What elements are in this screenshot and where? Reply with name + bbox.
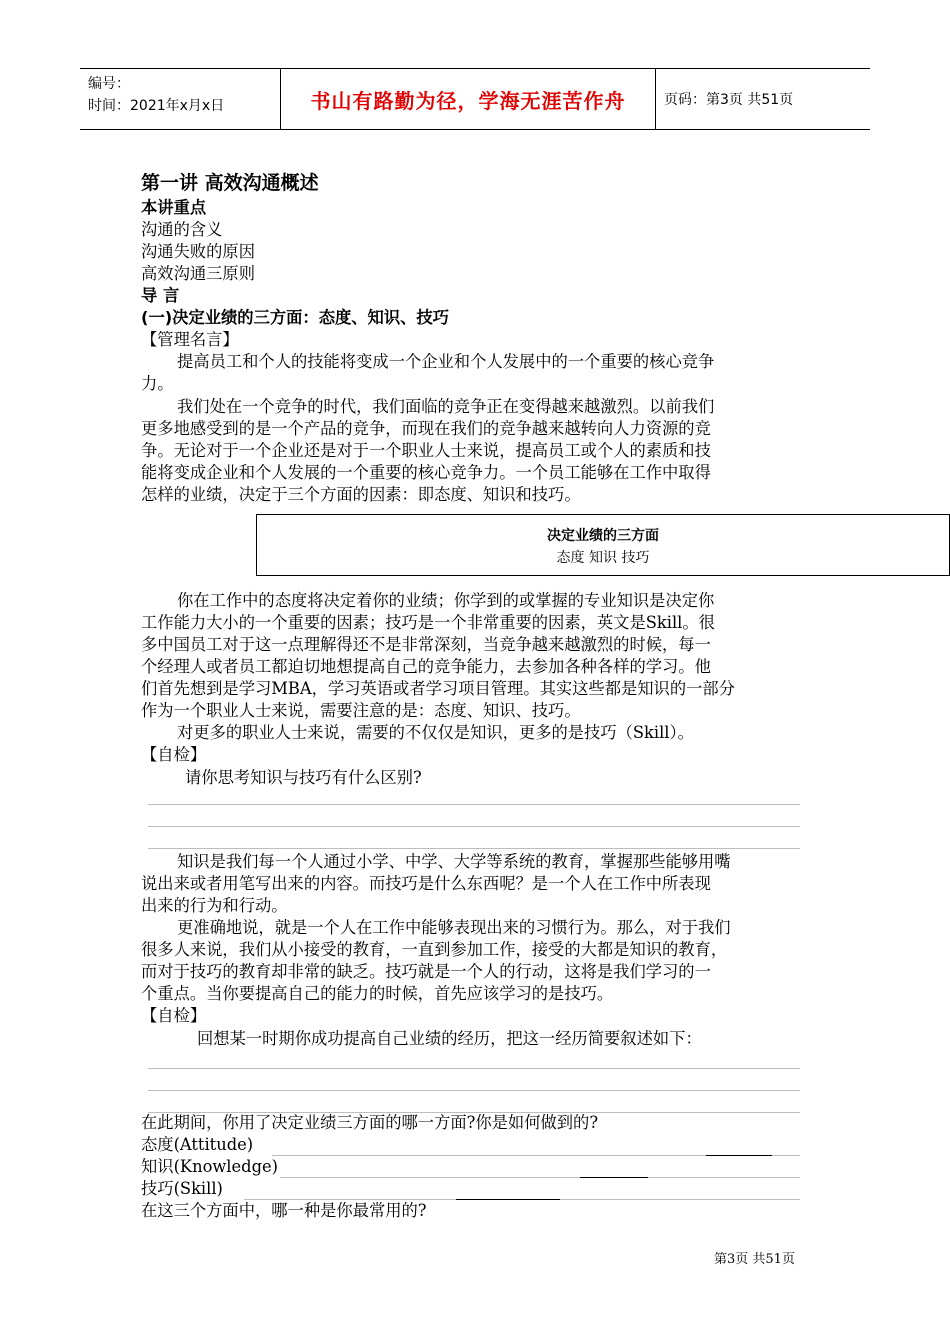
paragraph-line: 争。无论对于一个企业还是对于一个职业人士来说，提高员工或个人的素质和技 — [141, 441, 711, 460]
paragraph-line: 更准确地说，就是一个人在工作中能够表现出来的习惯行为。那么，对于我们 — [177, 918, 731, 937]
attitude-mark — [706, 1155, 772, 1156]
paragraph-line: 作为一个职业人士来说，需要注意的是：态度、知识、技巧。 — [141, 701, 581, 720]
paragraph-line: 力。 — [141, 374, 174, 393]
answer-line[interactable] — [148, 804, 800, 805]
paragraph-line: 知识是我们每一个人通过小学、中学、大学等系统的教育，掌握那些能够用嘴 — [177, 852, 731, 871]
header-motto: 书山有路勤为径，学海无涯苦作舟 — [280, 69, 656, 129]
paragraph-line: 工作能力大小的一个重要的因素；技巧是一个非常重要的因素，英文是Skill。很 — [141, 613, 715, 632]
answer-line[interactable] — [148, 1090, 800, 1091]
self-check-question: 请你思考知识与技巧有什么区别? — [185, 768, 422, 787]
intro-heading: 导 言 — [141, 286, 180, 305]
summary-box-title: 决定业绩的三方面 — [547, 528, 659, 544]
key-point-item: 沟通的含义 — [141, 220, 223, 239]
page-footer: 第3页 共51页 — [714, 1252, 795, 1267]
paragraph-line: 我们处在一个竞争的时代，我们面临的竞争正在变得越来越激烈。以前我们 — [177, 397, 715, 416]
knowledge-answer-line[interactable] — [280, 1177, 800, 1178]
answer-line[interactable] — [148, 1068, 800, 1069]
paragraph-line: 个经理人或者员工都迫切地想提高自己的竞争能力，去参加各种各样的学习。他 — [141, 657, 711, 676]
section-heading: (一)决定业绩的三方面：态度、知识、技巧 — [141, 308, 449, 327]
paragraph-line: 多中国员工对于这一点理解得还不是非常深刻，当竞争越来越激烈的时候，每一 — [141, 635, 711, 654]
paragraph-line: 你在工作中的态度将决定着你的业绩；你学到的或掌握的专业知识是决定你 — [177, 591, 715, 610]
doc-number-label: 编号： — [88, 76, 130, 92]
paragraph-line: 很多人来说，我们从小接受的教育，一直到参加工作，接受的大都是知识的教育， — [141, 940, 728, 959]
paragraph-line: 们首先想到是学习MBA，学习英语或者学习项目管理。其实这些都是知识的一部分 — [141, 679, 735, 698]
self-check-tag: 【自检】 — [141, 745, 207, 764]
key-points-heading: 本讲重点 — [141, 198, 207, 217]
key-point-item: 沟通失败的原因 — [141, 242, 255, 261]
question-line: 在这三个方面中，哪一种是你最常用的? — [141, 1201, 427, 1220]
paragraph-line: 而对于技巧的教育却非常的缺乏。技巧就是一个人的行动，这将是我们学习的一 — [141, 962, 711, 981]
paragraph-line: 怎样的业绩，决定于三个方面的因素：即态度、知识和技巧。 — [141, 485, 581, 504]
field-label-attitude: 态度(Attitude) — [141, 1135, 254, 1154]
paragraph-line: 说出来或者用笔写出来的内容。而技巧是什么东西呢？是一个人在工作中所表现 — [141, 874, 711, 893]
key-point-item: 高效沟通三原则 — [141, 264, 255, 283]
field-label-skill: 技巧(Skill) — [141, 1179, 223, 1198]
summary-box — [256, 514, 950, 576]
lecture-title: 第一讲 高效沟通概述 — [141, 172, 319, 194]
header-page-info: 页码：第3页 共51页 — [664, 92, 794, 108]
answer-line[interactable] — [148, 1112, 800, 1113]
knowledge-mark — [580, 1177, 648, 1178]
answer-line[interactable] — [148, 826, 800, 827]
paragraph-line: 个重点。当你要提高自己的能力的时候，首先应该学习的是技巧。 — [141, 984, 614, 1003]
paragraph-line: 出来的行为和行动。 — [141, 896, 288, 915]
header-meta — [88, 73, 224, 117]
page-header — [80, 68, 870, 130]
paragraph-line: 对更多的职业人士来说，需要的不仅仅是知识，更多的是技巧（Skill）。 — [177, 723, 694, 742]
question-line: 在此期间，你用了决定业绩三方面的哪一方面?你是如何做到的? — [141, 1113, 599, 1132]
paragraph-line: 提高员工和个人的技能将变成一个企业和个人发展中的一个重要的核心竞争 — [177, 352, 715, 371]
quote-tag: 【管理名言】 — [141, 330, 239, 349]
self-check-question: 回想某一时期你成功提高自己业绩的经历，把这一经历简要叙述如下： — [197, 1029, 702, 1048]
field-label-knowledge: 知识(Knowledge) — [141, 1157, 278, 1176]
paragraph-line: 能将变成企业和个人发展的一个重要的核心竞争力。一个员工能够在工作中取得 — [141, 463, 711, 482]
summary-box-items: 态度 知识 技巧 — [556, 550, 650, 566]
doc-date: 时间：2021年x月x日 — [88, 98, 225, 114]
paragraph-line: 更多地感受到的是一个产品的竞争，而现在我们的竞争越来越转向人力资源的竞 — [141, 419, 711, 438]
self-check-tag: 【自检】 — [141, 1006, 207, 1025]
answer-line[interactable] — [148, 848, 800, 849]
skill-mark — [456, 1199, 560, 1200]
